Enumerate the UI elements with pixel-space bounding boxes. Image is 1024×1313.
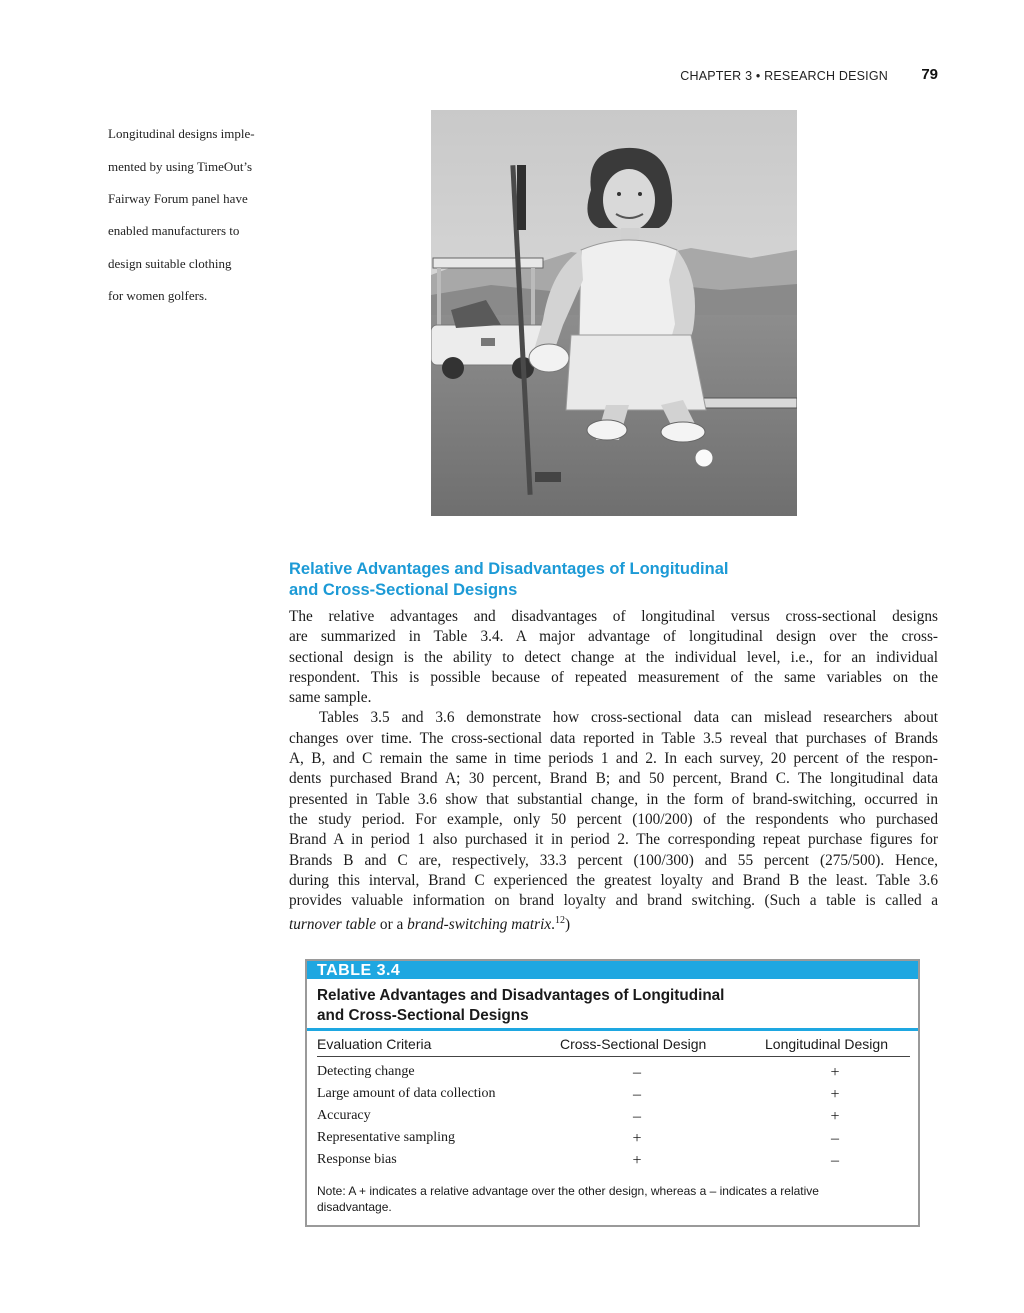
paragraph-line: the study period. For example, only 50 percent (100/200) of the respondents who purchased [289, 810, 938, 828]
table-title [317, 986, 877, 1026]
paragraph-line: The relative advantages and disadvantages of longitudinal versus cross-sectional designs [289, 608, 938, 625]
paragraph-line: changes over time. The cross-sectional data reported in Table 3.5 reveal that purchases of Brands [289, 729, 938, 747]
criterion-cell: Accuracy [317, 1108, 371, 1123]
paragraph-line: same sample. [289, 689, 372, 707]
paragraph-line: Brands B and C are, respectively, 33.3 percent (100/300) and 55 percent (275/500). Hence, [289, 851, 938, 869]
caption-line: for women golfers. [108, 288, 208, 304]
cross-sectional-cell: – [633, 1108, 641, 1125]
connector-text: or a [376, 916, 408, 934]
caption-line: design suitable clothing [108, 255, 232, 271]
paragraph-line: sectional design is the ability to detect change at the individual level, i.e., for an individual [289, 648, 938, 666]
criterion-cell: Large amount of data collection [317, 1086, 496, 1101]
col-header-longitudinal: Longitudinal Design [765, 1036, 888, 1052]
table-note-line: disadvantage. [317, 1200, 392, 1214]
criterion-cell: Detecting change [317, 1064, 415, 1079]
cross-sectional-cell: – [633, 1064, 641, 1081]
page-number: 79 [921, 66, 938, 83]
table-3-4 [305, 959, 920, 1227]
paragraph-line: Brand A in period 1 also purchased it in period 2. The corresponding repeat purchase figures for [289, 831, 938, 849]
running-header [600, 66, 940, 86]
header-rule [317, 1056, 910, 1057]
photo-caption [108, 110, 278, 321]
paragraph-line: respondent. This is possible because of repeated measurement of the same variables on the [289, 668, 938, 686]
col-header-criteria: Evaluation Criteria [317, 1036, 432, 1052]
table-row [307, 1130, 918, 1152]
running-head: CHAPTER 3 • RESEARCH DESIGN [680, 69, 888, 83]
table-row [307, 1064, 918, 1086]
table-title-line: Relative Advantages and Disadvantages of Longitudinal [317, 987, 725, 1004]
table-label: TABLE 3.4 [317, 962, 401, 979]
table-title-line: and Cross-Sectional Designs [317, 1007, 529, 1024]
cross-sectional-cell: + [632, 1130, 642, 1147]
section-heading-line: and Cross-Sectional Designs [289, 581, 518, 599]
body-text [289, 607, 938, 932]
brand-switching-term: brand-switching matrix [407, 916, 552, 934]
period-text: . [551, 916, 555, 934]
paragraph-line: provides valuable information on brand loyalty and brand switching. (Such a table is called a [289, 892, 938, 910]
longitudinal-cell: + [830, 1086, 840, 1103]
paragraph-line: are summarized in Table 3.4. A major advantage of longitudinal design over the cross- [289, 628, 938, 646]
table-row [307, 1108, 918, 1130]
paragraph-line: A, B, and C remain the same in time periods 1 and 2. In each survey, 20 percent of the respon- [289, 750, 938, 768]
golfer-photo-illustration [431, 110, 797, 516]
caption-line: mented by using TimeOut’s [108, 158, 253, 174]
table-note-line: Note: A + indicates a relative advantage over the other design, whereas a – indicates a relative [317, 1184, 819, 1198]
paragraph-line: presented in Table 3.6 show that substantial change, in the form of brand-switching, occurred in [289, 790, 938, 808]
table-title-rule [307, 1028, 918, 1031]
turnover-table-term: turnover table [289, 916, 377, 934]
table-note [317, 1183, 897, 1215]
caption-line: Longitudinal designs imple- [108, 126, 255, 142]
caption-line: enabled manufacturers to [108, 223, 240, 239]
cross-sectional-cell: – [633, 1086, 641, 1103]
section-heading-line: Relative Advantages and Disadvantages of Longitudinal [289, 560, 729, 578]
golfer-photo [431, 110, 797, 516]
paragraph-line: Tables 3.5 and 3.6 demonstrate how cross-sectional data can mislead researchers about [319, 709, 938, 727]
longitudinal-cell: – [831, 1152, 839, 1169]
footnote-ref: 12 [554, 915, 565, 927]
paragraph-line: during this interval, Brand C experienced the greatest loyalty and Brand B the least. Table 3.6 [289, 871, 938, 889]
table-row [307, 1152, 918, 1174]
col-header-cross-sectional: Cross-Sectional Design [560, 1036, 707, 1052]
paragraph-line: dents purchased Brand A; 30 percent, Brand B; and 50 percent, Brand C. The longitudinal data [289, 770, 938, 788]
section-heading [289, 559, 849, 601]
table-row [307, 1086, 918, 1108]
criterion-cell: Representative sampling [317, 1130, 456, 1145]
caption-line: Fairway Forum panel have [108, 191, 248, 207]
criterion-cell: Response bias [317, 1152, 397, 1167]
cross-sectional-cell: + [632, 1152, 642, 1169]
longitudinal-cell: – [831, 1130, 839, 1147]
close-paren: ) [564, 916, 571, 934]
longitudinal-cell: + [830, 1108, 840, 1125]
paragraph-last-line [289, 911, 938, 934]
longitudinal-cell: + [830, 1064, 840, 1081]
